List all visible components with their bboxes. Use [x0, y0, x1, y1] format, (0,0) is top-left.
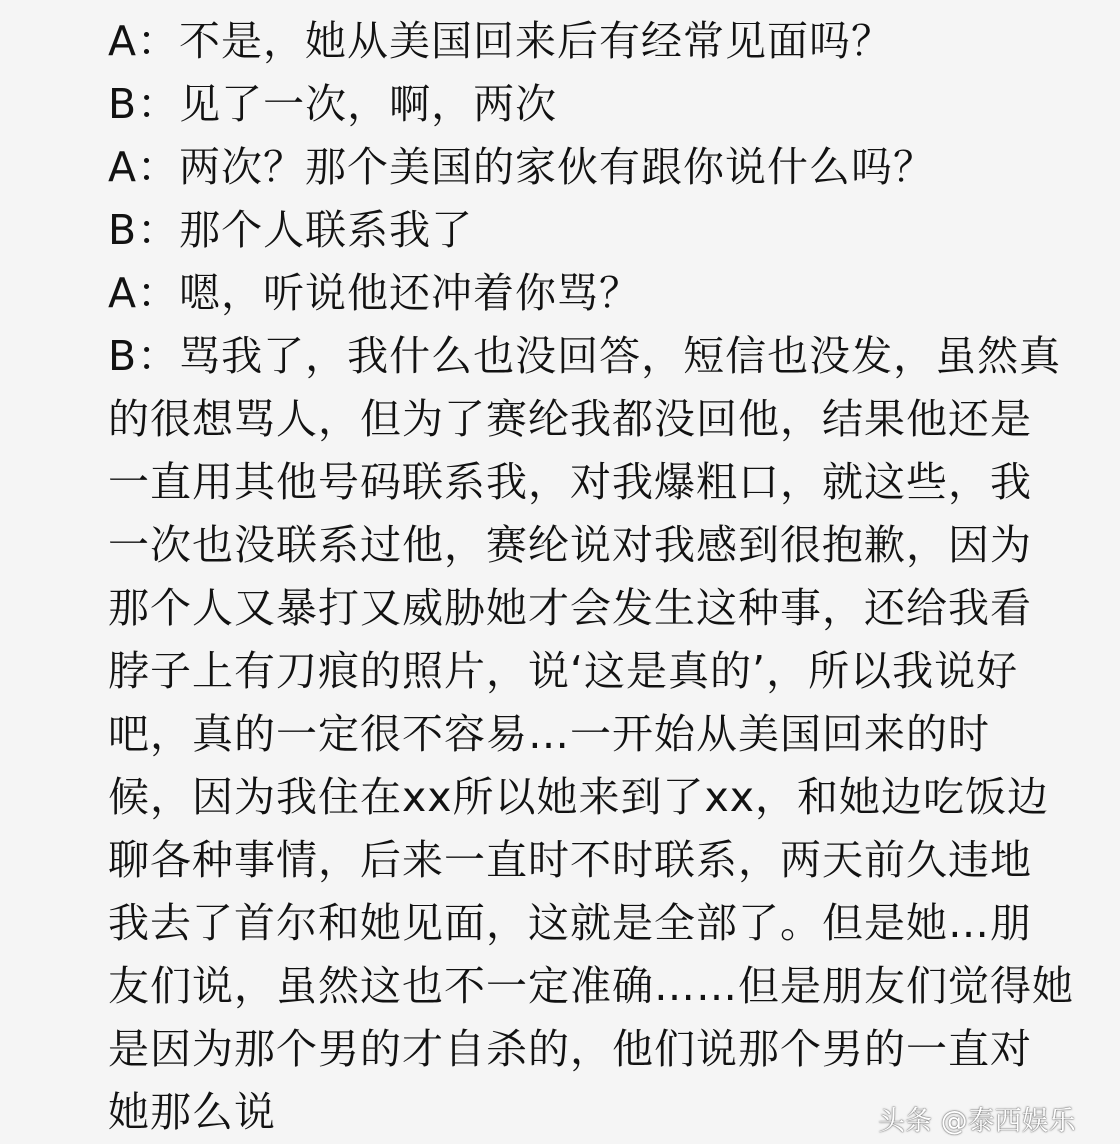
dialogue-line: B：骂我了，我什么也没回答，短信也没发，虽然真 — [108, 332, 1062, 380]
dialogue-line: 一直用其他号码联系我，对我爆粗口，就这些，我 — [108, 458, 1032, 506]
dialogue-transcript — [108, 10, 1108, 1144]
dialogue-line: B：那个人联系我了 — [108, 206, 474, 254]
dialogue-line: A：两次？那个美国的家伙有跟你说什么吗？ — [108, 143, 936, 191]
dialogue-line: 是因为那个男的才自杀的，他们说那个男的一直对 — [108, 1025, 1032, 1073]
dialogue-line: 的很想骂人，但为了赛纶我都没回他，结果他还是 — [108, 395, 1032, 443]
dialogue-line: 一次也没联系过他，赛纶说对我感到很抱歉，因为 — [108, 521, 1032, 569]
dialogue-line: 脖子上有刀痕的照片，说‘这是真的’，所以我说好 — [108, 647, 1019, 695]
dialogue-line: 候，因为我住在xx所以她来到了xx，和她边吃饭边 — [108, 773, 1050, 821]
dialogue-line: 她那么说 — [108, 1088, 276, 1136]
dialogue-line: 吧，真的一定很不容易…一开始从美国回来的时 — [108, 710, 990, 758]
dialogue-line: 我去了首尔和她见面，这就是全部了。但是她…朋 — [108, 899, 1032, 947]
dialogue-line: A：不是，她从美国回来后有经常见面吗？ — [108, 17, 894, 65]
dialogue-line: 那个人又暴打又威胁她才会发生这种事，还给我看 — [108, 584, 1032, 632]
dialogue-line: B：见了一次，啊，两次 — [108, 80, 558, 128]
dialogue-line: A：嗯，听说他还冲着你骂？ — [108, 269, 642, 317]
dialogue-line: 友们说，虽然这也不一定准确……但是朋友们觉得她 — [108, 962, 1074, 1010]
source-watermark: 头条 @泰西娱乐 — [878, 1106, 1076, 1137]
dialogue-line: 聊各种事情，后来一直时不时联系，两天前久违地 — [108, 836, 1032, 884]
